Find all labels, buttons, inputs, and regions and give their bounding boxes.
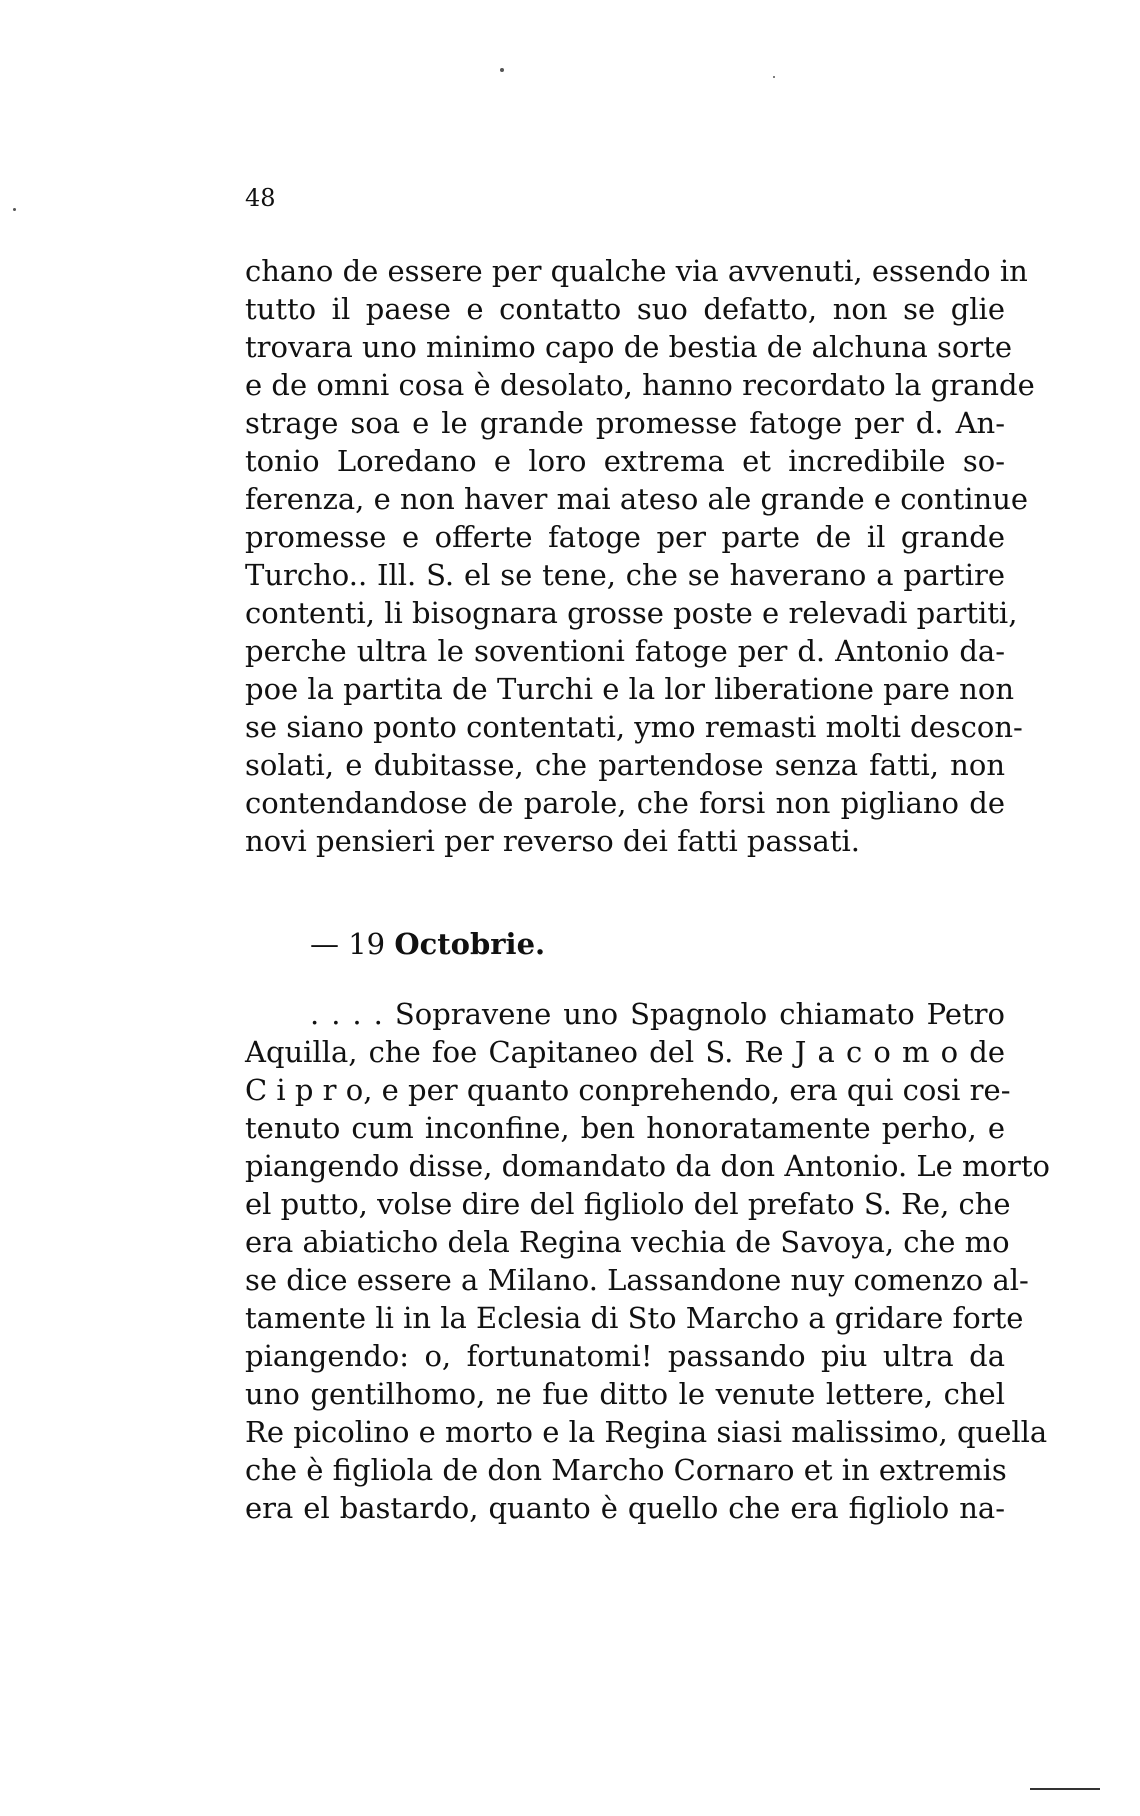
heading-day: 19 [348, 927, 386, 961]
text-line: e de omni cosa è desolato, hanno recordato la grande [245, 368, 1035, 402]
text-line-first: . . . . Sopravene uno Spagnolo chiamato Petro [310, 997, 1005, 1031]
text-line: perche ultra le soventioni fatoge per d. Antonio da- [245, 634, 1005, 668]
page-number: 48 [245, 184, 276, 212]
date-heading [310, 925, 545, 963]
text-line: contendandose de parole, che forsi non pigliano de [245, 786, 1005, 820]
text-line: piangendo disse, domandato da don Antonio. Le morto [245, 1149, 1050, 1183]
text-line: el putto, volse dire del figliolo del prefato S. Re, che [245, 1187, 1011, 1221]
text-line: se dice essere a Milano. Lassandone nuy comenzo al- [245, 1263, 1029, 1297]
text-line: chano de essere per qualche via avvenuti, essendo in [245, 254, 1028, 288]
text-line: tutto il paese e contatto suo defatto, non se glie [245, 292, 1005, 326]
text-line: se siano ponto contentati, ymo remasti molti descon- [245, 710, 1023, 744]
text-line: solati, e dubitasse, che partendose senza fatti, non [245, 748, 1005, 782]
text-line: uno gentilhomo, ne fue ditto le venute lettere, chel [245, 1377, 1005, 1411]
text-line: contenti, li bisognara grosse poste e relevadi partiti, [245, 596, 1018, 630]
text-line: tonio Loredano e loro extrema et incredibile so- [245, 444, 1005, 478]
text-line: Re picolino e morto e la Regina siasi malissimo, quella [245, 1415, 1048, 1449]
text-line: piangendo: o, fortunatomi! passando piu ultra da [245, 1339, 1005, 1373]
ink-speck [13, 208, 16, 211]
text-line: poe la partita de Turchi e la lor liberatione pare non [245, 672, 1014, 706]
text-line: strage soa e le grande promesse fatoge per d. An- [245, 406, 1005, 440]
text-line: Aquilla, che foe Capitaneo del S. Re J a c o m o de [245, 1035, 1005, 1069]
ink-speck [500, 68, 504, 72]
text-line: era el bastardo, quanto è quello che era figliolo na- [245, 1491, 1005, 1525]
text-line-last: novi pensieri per reverso dei fatti passati. [245, 824, 860, 858]
text-line: ferenza, e non haver mai ateso ale grande e continue [245, 482, 1029, 516]
ink-speck [773, 76, 775, 78]
text-line: promesse e offerte fatoge per parte de il grande [245, 520, 1005, 554]
heading-dash: — [310, 927, 339, 961]
text-line: tamente li in la Eclesia di Sto Marcho a gridare forte [245, 1301, 1024, 1335]
heading-month: Octobrie. [394, 927, 546, 961]
text-line: era abiaticho dela Regina vechia de Savoya, che mo [245, 1225, 1010, 1259]
text-line: C i p r o, e per quanto conprehendo, era qui cosi re- [245, 1073, 1011, 1107]
text-line: tenuto cum inconfine, ben honoratamente perho, e [245, 1111, 1005, 1145]
text-line: che è figliola de don Marcho Cornaro et in extremis [245, 1453, 1007, 1487]
text-line: Turcho.. Ill. S. el se tene, che se haverano a partire [245, 558, 1005, 592]
scan-edge-mark [1030, 1788, 1100, 1790]
text-line: trovara uno minimo capo de bestia de alchuna sorte [245, 330, 1013, 364]
